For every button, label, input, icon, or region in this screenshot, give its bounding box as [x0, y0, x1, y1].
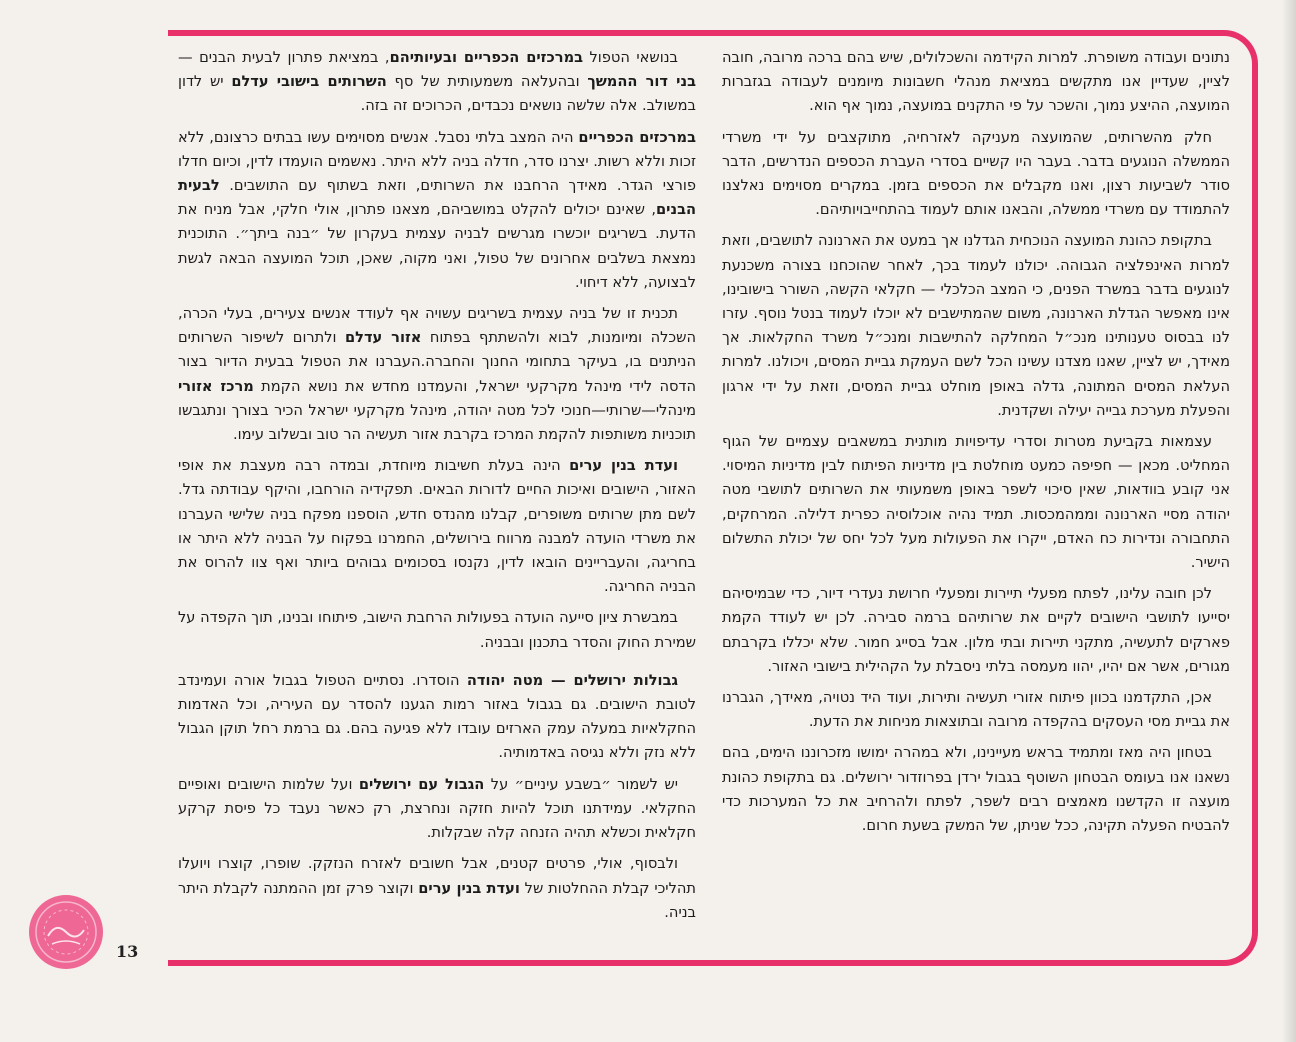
stamp-logo-icon — [26, 892, 106, 972]
text-run: ועל שלמות הישובים ואופיים החקלאי. עמידתנו תוכל להיות חזקה ונחרצת, רק כאשר נעבד כל פיסת קרקע חקלאית וכשלא תהיה הזנחה קלה שבקלות. — [178, 775, 696, 842]
paragraph: חלק מהשרותים, שהמועצה מעניקה לאזרחיה, מתוקצבים על ידי משרדי הממשלה הנוגעים בדבר. בעבר היו קשיים בסדרי העברת הכספים הנדרשים, הדבר סודר לשביעות רצון, ואנו מקבלים את הכספים בזמן. במקרים מסוימים נאלצנו להתמודד עם משרדי ממשלה, והבאנו אותם לעמוד בהתחייבויותיהם. — [722, 128, 1230, 219]
text-run: הינה בעלת חשיבות מיוחדת, ובמדה רבה מעצבת את אופי האזור, הישובים ואיכות החיים לדורות הבאים. תפקידיה הורחבו, והיקף עבודתה גדל. לשם מתן שרותים משופרים, קבלנו מהנדס חדש, הוספנו מפקח בניה שלישי העברנו את משרדי הועדה למבנה מרווח בירושלים, החמרנו בפקוח על הבניה ללא היתר או בחריגה, והעבריינים הובאו לדין, נקנסו בסכומים גבוהים ביותר ואף צוו להרוס את הבניה החריגה. — [178, 457, 696, 596]
left-column — [178, 46, 696, 932]
paragraph — [178, 46, 696, 119]
paragraph: לכן חובה עלינו, לפתח מפעלי תיירות ומפעלי חרושת נעדרי דיור, כדי שבמיסיהם יסייעו לתושבי הישובים לקיים את שרותיהם ברמה סבירה. לכן יש לעודד הקמת פארקים לתעשיה, מתקני תיירות ובתי מלון. אבל בסייג חמור. שלא יכללו בקרבתם מגורים, אשר אם יהיו, יהוו מעמסה בלתי ניסבלת על הקהילית בישובי האזור. — [722, 585, 1230, 675]
bold-term: לבעית הבנים — [178, 177, 696, 219]
bold-term: במרכזים הכפריים ובעיותיהם — [389, 49, 584, 66]
bold-term: מרכז אזורי — [178, 377, 254, 395]
bold-term: אזור עדלם — [344, 329, 422, 347]
text-run: וקוצר פרק זמן ההמתנה לקבלת היתר בניה. — [178, 879, 696, 921]
bold-term: הגבול עם ירושלים — [358, 775, 485, 793]
bold-term: ועדת בנין ערים — [418, 879, 520, 897]
paragraph — [178, 454, 696, 599]
bold-term: בני דור ההמשך — [587, 73, 696, 91]
text-run: , במציאת פתרון לבעית הבנים — — [178, 49, 390, 66]
text-run: יש לשמור ״בשבע עיניים״ על — [484, 775, 679, 793]
paragraph: במבשרת ציון סייעה הועדה בפעולות הרחבת הישוב, פיתוחו ובנינו, תוך הקפדה על שמירת החוק והסדר בתכנון ובבניה. — [178, 609, 696, 651]
text-run: , שאינם יכולים להקלט במושביהם, מצאנו פתרון, אולי חלקי, אבל מניח את הדעת. בשריגים יוכשרו מגרשים לבניה עצמית בעקרון של ״בנה ביתך״. התוכנית נמצאת בשלבים אחרונים של טפול, ואני מקוה, שאכן, תוכל המועצה הבאה לגשת לבצועה, ללא דיחוי. — [178, 201, 696, 291]
bold-term: ועדת בנין ערים — [569, 457, 678, 475]
paragraph: בטחון היה מאז ומתמיד בראש מעיינינו, ולא במהרה ימושו מזכרוננו הימים, בהם נשאנו אנו בעומס הבטחון השוטף בגבול ירדן בפרוזדור ירושלים. גם בתקופת כהונת מועצה זו הקדשנו מאמצים רבים לשפר, לפתח ולהרחיב את כל המערכות כדי להבטיח הפעלה תקינה, ככל שניתן, של המשק בשעת חרום. — [722, 744, 1230, 835]
page-number: 13 — [116, 942, 139, 961]
bold-term: גבולות ירושלים — מטה יהודה — [466, 671, 678, 689]
text-run: יש לדון במשולב. אלה שלשה נושאים נכבדים, הכרוכים זה בזה. — [178, 73, 696, 115]
text-run: ובהעלאה משמעותית של סף — [386, 73, 588, 91]
paragraph: עצמאות בקביעת מטרות וסדרי עדיפויות מותנית במשאבים עצמיים של הגוף המחליט. מכאן — חפיפה כמעט מוחלטת בין מדיניות הפיתוח לבין מדיניות המיסוי. אני קובע בוודאות, שאין סיכוי לשפר באופן משמעותי את השרותים לתושבי מטה יהודה מסיי הארנונה וממהמכסות. תמיד נהיה אוכלוסיה כפרית דלילה. המרחקים, התחבורה ונדירות כח האדם, ייקרו את הפעולות מעל לכל יחס של יכולת התשלום הישיר. — [722, 433, 1230, 572]
text-run: היה המצב בלתי נסבל. אנשים מסוימים עשו בבתים כרצונם, ללא זכות וללא רשות. יצרנו סדר, חדלה בניה ללא היתר. נאשמים הועמדו לדין, וכיום חדלו פורצי הגדר. מאידך הרחבנו את השרותים, וזאת בשתוף עם התושבים. — [178, 128, 696, 195]
paragraph — [178, 302, 696, 447]
bold-term: השרותים בישובי עדלם — [231, 73, 387, 91]
text-run: מינהלי—שרותי—חנוכי לכל מטה יהודה, מינהל מקרקעי ישראל הכיר בצורך ונתגבשו תוכניות משותפות להקמת המרכז בקרבת אזור תעשיה הר טוב ובשלוב עימו. — [178, 401, 696, 444]
paragraph: בתקופת כהונת המועצה הנוכחית הגדלנו אך במעט את הארנונה לתושבים, וזאת למרות האינפלציה הגבוהה. יכולנו לעמוד בכך, לאחר שהוכחנו בצורה משכנעת לנוגעים בדבר במשרד הפנים, כי המצב הכלכלי — חקלאי הקשה, השורר בישובינו, אינו מאפשר הגדלת הארנונה, משום שהמתישבים לא יוכלו לעמוד בנטל נוסף. עזרו לנו בבסוס טענותינו מנכ״ל המחלקה להתישבות ומנכ״ל משרד החקלאות. אך מאידך, יש לציין, שאנו מצדנו עשינו הכל לשם העמקת גביית המסים, ויכולנו. למרות העלאת המסים המתונה, גדלה באופן מוחלט גביית המסים, וזאת על ידי ארגון והפעלת מערכת גבייה יעילה ושקדנית. — [722, 232, 1230, 419]
page-edge-shadow — [1282, 0, 1296, 1042]
text-run: תכנית זו של בניה עצמית בשריגים עשויה אף לעודד אנשים צעירים, בעלי הכרה, השכלה ומיומנות, לבוא ולהשתתף בפתוח — [178, 305, 697, 347]
bold-term: במרכזים הכפריים — [578, 128, 697, 146]
right-column — [722, 46, 1230, 845]
text-run: הוסדרו. נסתיים הטפול בגבול אורה ועמינדב לטובת הישובים. גם בגבול באזור רמות הגענו להסדר עם העיריה, וכל האדמות החקלאיות במעלה עמק הארזים עובדו ללא פגיעה בהם. גם ברמת רחל תוקן הגבול ללא נזק וללא נגיסה באדמותיה. — [178, 671, 696, 762]
paragraph: אכן, התקדמנו בכוון פיתוח אזורי תעשיה ותירות, ועוד היד נטויה, מאידך, הגברנו את גביית מסי העסקים בהקפדה מרובה ובתוצאות מניחות את הדעת. — [722, 689, 1230, 731]
paragraph: נתונים ועבודה משופרת. למרות הקידמה והשכלולים, שיש בהם ברכה מרובה, חובה לציין, שעדיין אנו מתקשים במציאת מנהלי חשבונות מיומנים לעבודה בגזברות המועצה, ההיצע נמוך, והשכר על פי התקנים במועצה, נמוך אף הוא. — [722, 49, 1230, 115]
paragraph — [178, 852, 696, 925]
text-run: ולבסוף, אולי, פרטים קטנים, אבל חשובים לאזרח הנזקק. שופרו, קוצרו ויועלו תהליכי קבלת ההחלטות של — [178, 855, 696, 897]
paragraph — [178, 773, 696, 846]
text-run: בנושאי הטפול — [583, 49, 678, 66]
text-run: ולתרום לשיפור השרותים הניתנים בו, בעיקר בתחומי החנוך והחברה.העברנו את הטפול בבעית הדיור בצור הדסה לידי מינהל מקרקעי ישראל, והעמדנו מחדש את נושא הקמת — [178, 329, 696, 395]
paragraph — [178, 669, 696, 766]
paragraph — [178, 126, 696, 295]
